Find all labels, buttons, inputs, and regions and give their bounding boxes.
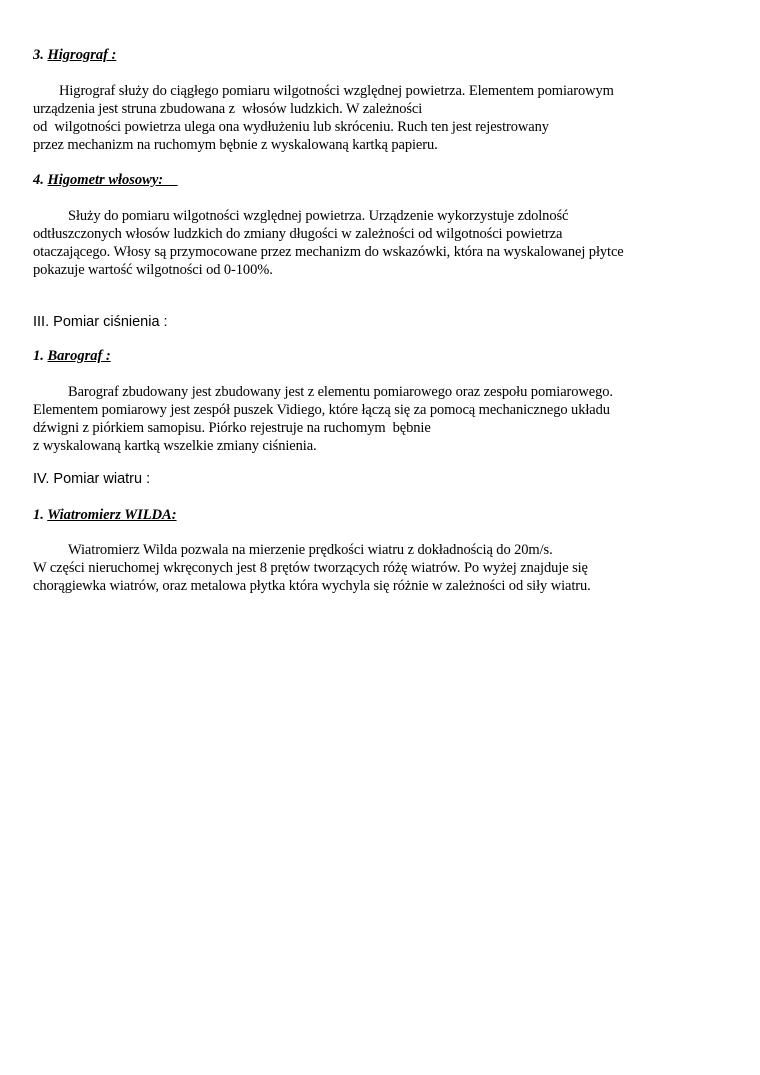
heading-title: Higrograf : bbox=[47, 47, 117, 63]
paragraph-line: urządzenia jest struna zbudowana z włosów ludzkich. W zależności bbox=[33, 101, 423, 117]
paragraph-line: Wiatromierz Wilda pozwala na mierzenie prędkości wiatru z dokładnością do 20m/s. bbox=[68, 542, 553, 558]
section-heading-barograph bbox=[33, 347, 111, 365]
paragraph-line: Elementem pomiarowy jest zespół puszek Vidiego, które łączą się za pomocą mechanicznego układu bbox=[33, 402, 610, 418]
heading-title: Barograf : bbox=[47, 348, 111, 364]
paragraph-line: przez mechanizm na ruchomym bębnie z wyskalowaną kartką papieru. bbox=[33, 137, 438, 153]
section-heading-hair-hygrometer bbox=[33, 171, 178, 189]
paragraph-line: dźwigni z piórkiem samopisu. Piórko rejestruje na ruchomym bębnie bbox=[33, 420, 431, 436]
paragraph-line: Służy do pomiaru wilgotności względnej powietrza. Urządzenie wykorzystuje zdolność bbox=[68, 208, 569, 224]
section-heading-hygrograph bbox=[33, 46, 116, 64]
paragraph-line: otaczającego. Włosy są przymocowane przez mechanizm do wskazówki, która na wyskalowanej płytce bbox=[33, 244, 624, 260]
heading-number: 1. bbox=[33, 348, 48, 364]
heading-title: Wiatromierz WILDA: bbox=[47, 507, 177, 523]
paragraph-line: od wilgotności powietrza ulega ona wydłużeniu lub skróceniu. Ruch ten jest rejestrowany bbox=[33, 119, 549, 135]
heading-number: 3. bbox=[33, 47, 48, 63]
paragraph-line: chorągiewka wiatrów, oraz metalowa płytka która wychyla się różnie w zależności od siły wiatru. bbox=[33, 578, 591, 594]
section-heading-wild-anemometer bbox=[33, 506, 177, 524]
paragraph-line: pokazuje wartość wilgotności od 0-100%. bbox=[33, 262, 273, 278]
paragraph-line: z wyskalowaną kartką wszelkie zmiany ciśnienia. bbox=[33, 438, 317, 454]
paragraph-line: W części nieruchomej wkręconych jest 8 prętów tworzących różę wiatrów. Po wyżej znajduje się bbox=[33, 560, 588, 576]
paragraph-line: odtłuszczonych włosów ludzkich do zmiany długości w zależności od wilgotności powietrza bbox=[33, 226, 563, 242]
heading-title: Higometr włosowy: bbox=[47, 172, 178, 188]
heading-number: 1. bbox=[33, 507, 48, 523]
chapter-heading-pressure: III. Pomiar ciśnienia : bbox=[33, 314, 168, 330]
chapter-heading-wind: IV. Pomiar wiatru : bbox=[33, 471, 151, 487]
heading-number: 4. bbox=[33, 172, 48, 188]
paragraph-line: Higrograf służy do ciągłego pomiaru wilgotności względnej powietrza. Elementem pomiarowym bbox=[59, 83, 614, 99]
paragraph-line: Barograf zbudowany jest zbudowany jest z elementu pomiarowego oraz zespołu pomiarowego. bbox=[68, 384, 613, 400]
